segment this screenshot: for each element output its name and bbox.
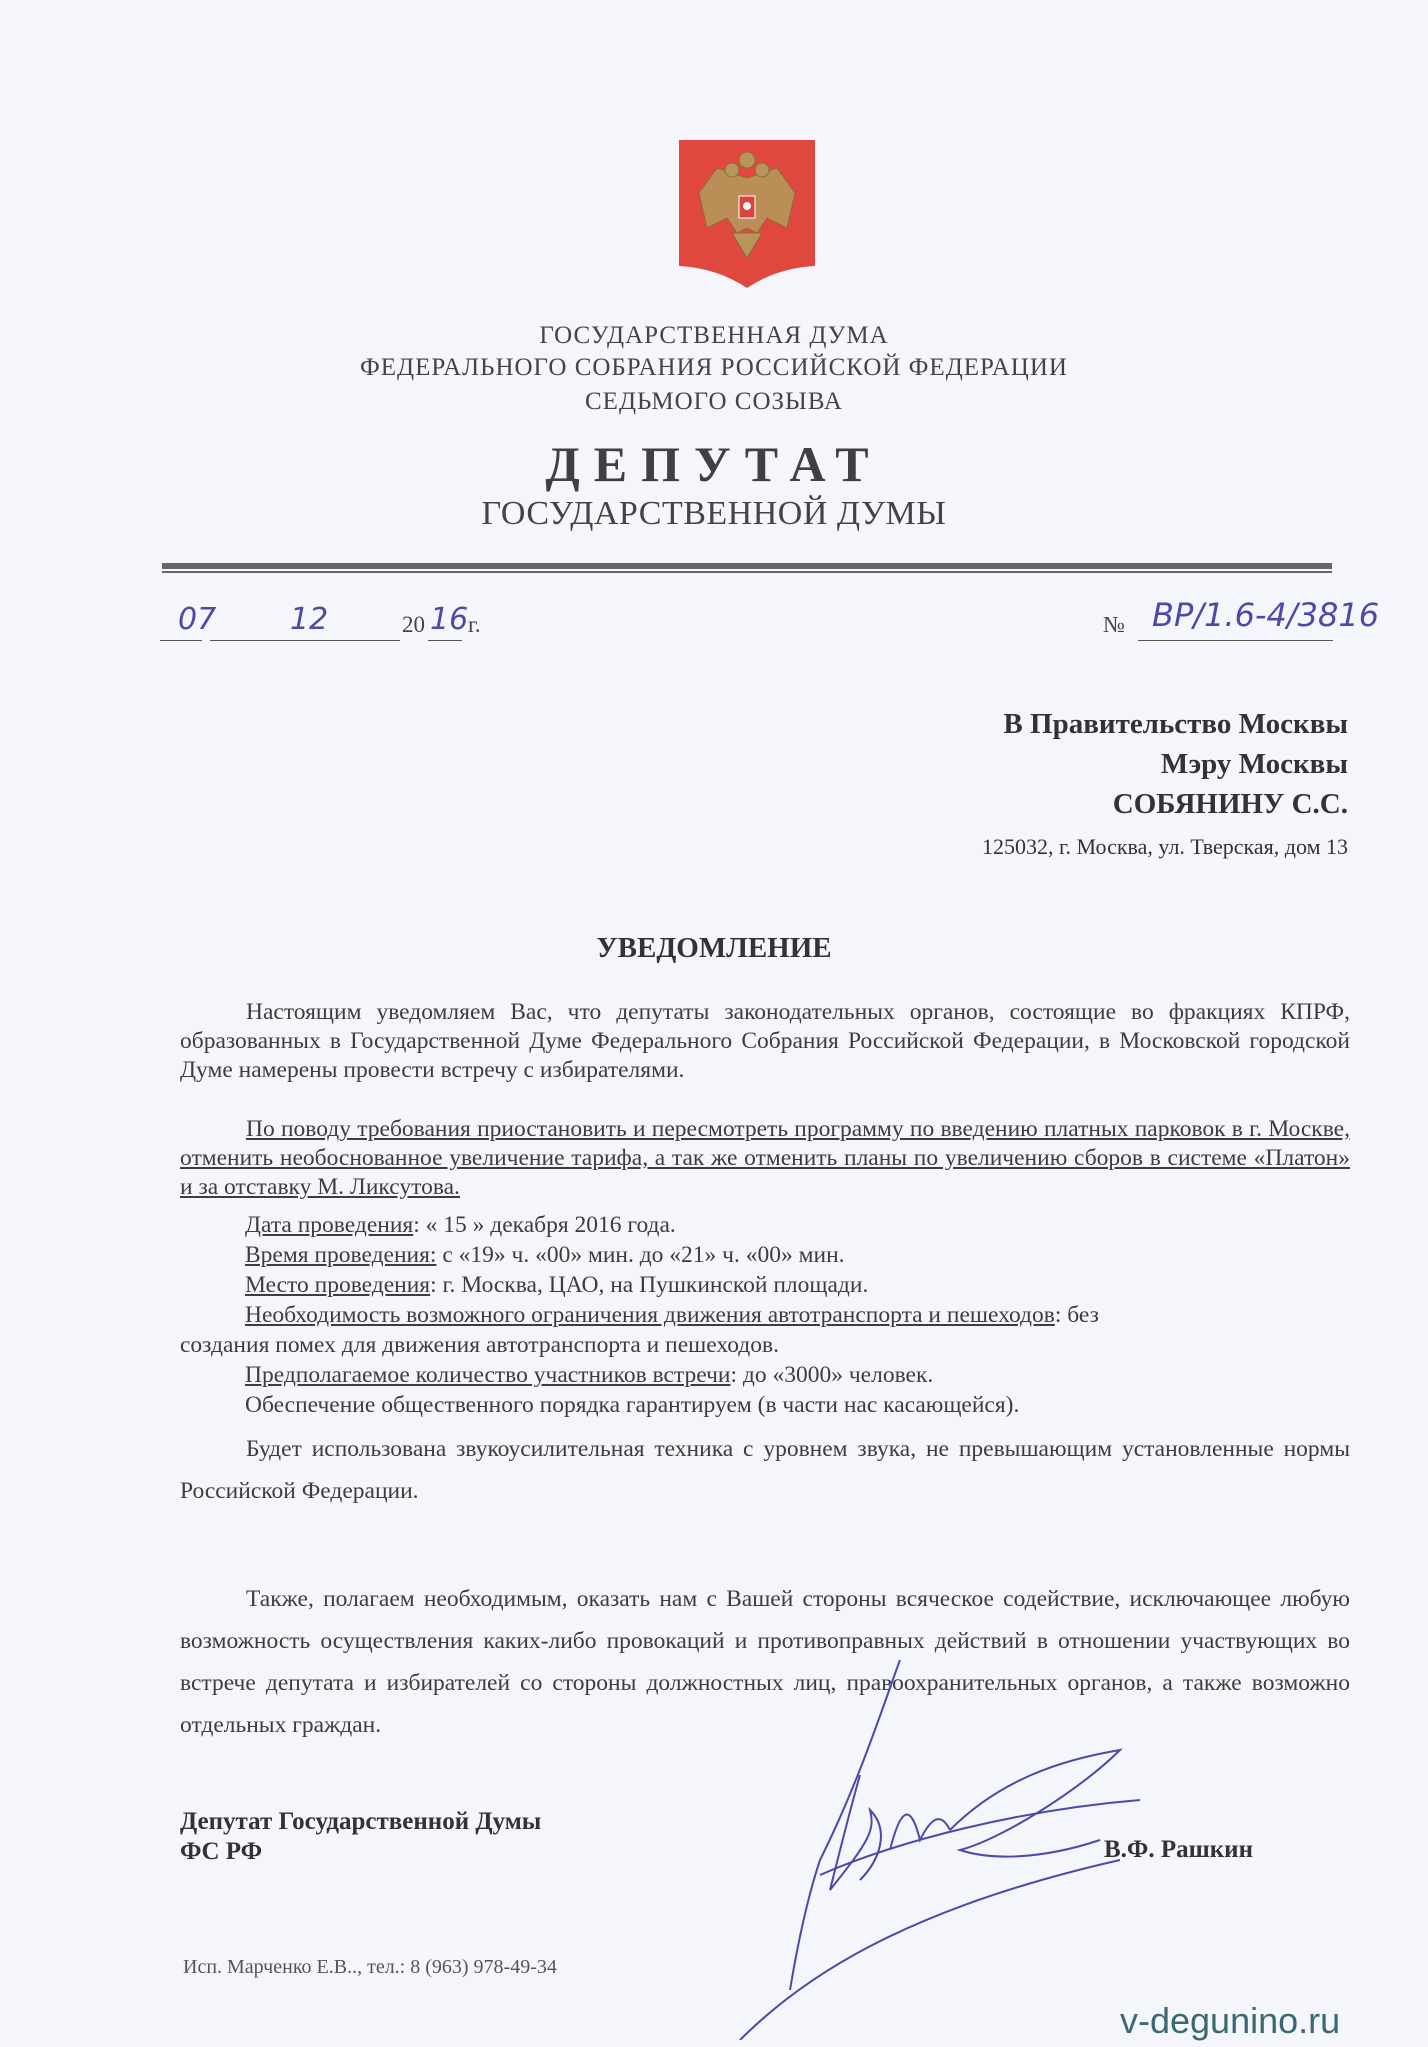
traffic-value: : без [1054, 1302, 1099, 1328]
date-value: : « 15 » декабря 2016 года. [413, 1212, 676, 1238]
traffic-continuation: создания помех для движения автотранспорта и пешеходов. [180, 1332, 779, 1358]
letterhead-line3: СЕДЬМОГО СОЗЫВА [585, 388, 843, 415]
date-label: Дата проведения [245, 1212, 414, 1238]
letterhead-title: ДЕПУТАТ [545, 436, 883, 492]
sound-paragraph: Будет использована звукоусилительная техника с уровнем звука, не превышающим установленные нормы Российской Федерации. [180, 1436, 1350, 1504]
signer-position-line1: Депутат Государственной Думы [180, 1808, 542, 1835]
letterhead-line1: ГОСУДАРСТВЕННАЯ ДУМА [539, 322, 889, 349]
order-line: Обеспечение общественного порядка гарантируем (в части нас касающейся). [245, 1392, 1020, 1418]
time-value: с «19» ч. «00» мин. до «21» ч. «00» мин. [436, 1242, 845, 1268]
coat-of-arms-icon [677, 138, 817, 290]
executor-info: Исп. Марченко Е.В.., тел.: 8 (963) 978-49-34 [183, 1956, 557, 1978]
addressee-line3: СОБЯНИНУ С.С. [1112, 788, 1348, 820]
intro-paragraph: Настоящим уведомляем Вас, что депутаты законодательных органов, состоящие во фракциях КПРФ, образованных в Государственной Думе Федерального Собрания Российской Федерации, в Московской городской Думе намерены провести встречу с избирателями. [180, 999, 1350, 1083]
addressee-line2: Мэру Москвы [1160, 748, 1348, 780]
traffic-label: Необходимость возможного ограничения движения автотранспорта и пешеходов [245, 1302, 1055, 1328]
traffic-line [245, 1302, 1099, 1329]
date-month: 12 [290, 602, 329, 637]
addressee-line1: В Правительство Москвы [1003, 708, 1348, 740]
time-line [245, 1242, 845, 1269]
notice-title: УВЕДОМЛЕНИЕ [596, 932, 832, 964]
letterhead-subtitle: ГОСУДАРСТВЕННОЙ ДУМЫ [481, 495, 947, 532]
purpose-paragraph: По поводу требования приостановить и пересмотреть программу по введению платных парковок в г. Москве, отменить необоснованное увеличение тарифа, а так же отменить планы по увеличению сборов в системе «Платон» и за отставку М. Ликсутова. [180, 1116, 1350, 1200]
number-label: № [1103, 612, 1125, 637]
request-paragraph: Также, полагаем необходимым, оказать нам с Вашей стороны всяческое содействие, исключающее любую возможность осуществления каких-либо провокаций и противоправных действий в отношении участвующих во встрече депутата и избирателей со стороны должностных лиц, правоохранительных органов, а также возможно отдельных граждан. [180, 1586, 1350, 1738]
header-rule-thick [162, 563, 1332, 569]
date-year-label: г. [468, 612, 481, 637]
date-day: 07 [178, 602, 217, 637]
number-value: ВР/1.6-4/3816 [1152, 596, 1380, 634]
count-label: Предполагаемое количество участников встречи [245, 1362, 731, 1388]
place-value: : г. Москва, ЦАО, на Пушкинской площади. [430, 1272, 869, 1298]
addressee-address: 125032, г. Москва, ул. Тверская, дом 13 [982, 834, 1348, 859]
watermark: v-degunino.ru [1120, 2000, 1341, 2041]
header-rule-thin [162, 571, 1332, 573]
count-line [245, 1362, 933, 1389]
signer-position-line2: ФС РФ [180, 1838, 263, 1865]
place-label: Место проведения [245, 1272, 431, 1298]
date-year-prefix: 20 [402, 612, 425, 637]
place-line [245, 1272, 868, 1299]
handwritten-signature-icon [700, 1660, 1160, 2045]
letterhead-line2: ФЕДЕРАЛЬНОГО СОБРАНИЯ РОССИЙСКОЙ ФЕДЕРАЦИИ [360, 354, 1068, 381]
signer-name: В.Ф. Рашкин [1104, 1836, 1253, 1863]
date-year-suffix: 16 [430, 602, 469, 637]
count-value: : до «3000» человек. [730, 1362, 934, 1388]
date-line [245, 1212, 676, 1239]
time-label: Время проведения: [245, 1242, 437, 1268]
